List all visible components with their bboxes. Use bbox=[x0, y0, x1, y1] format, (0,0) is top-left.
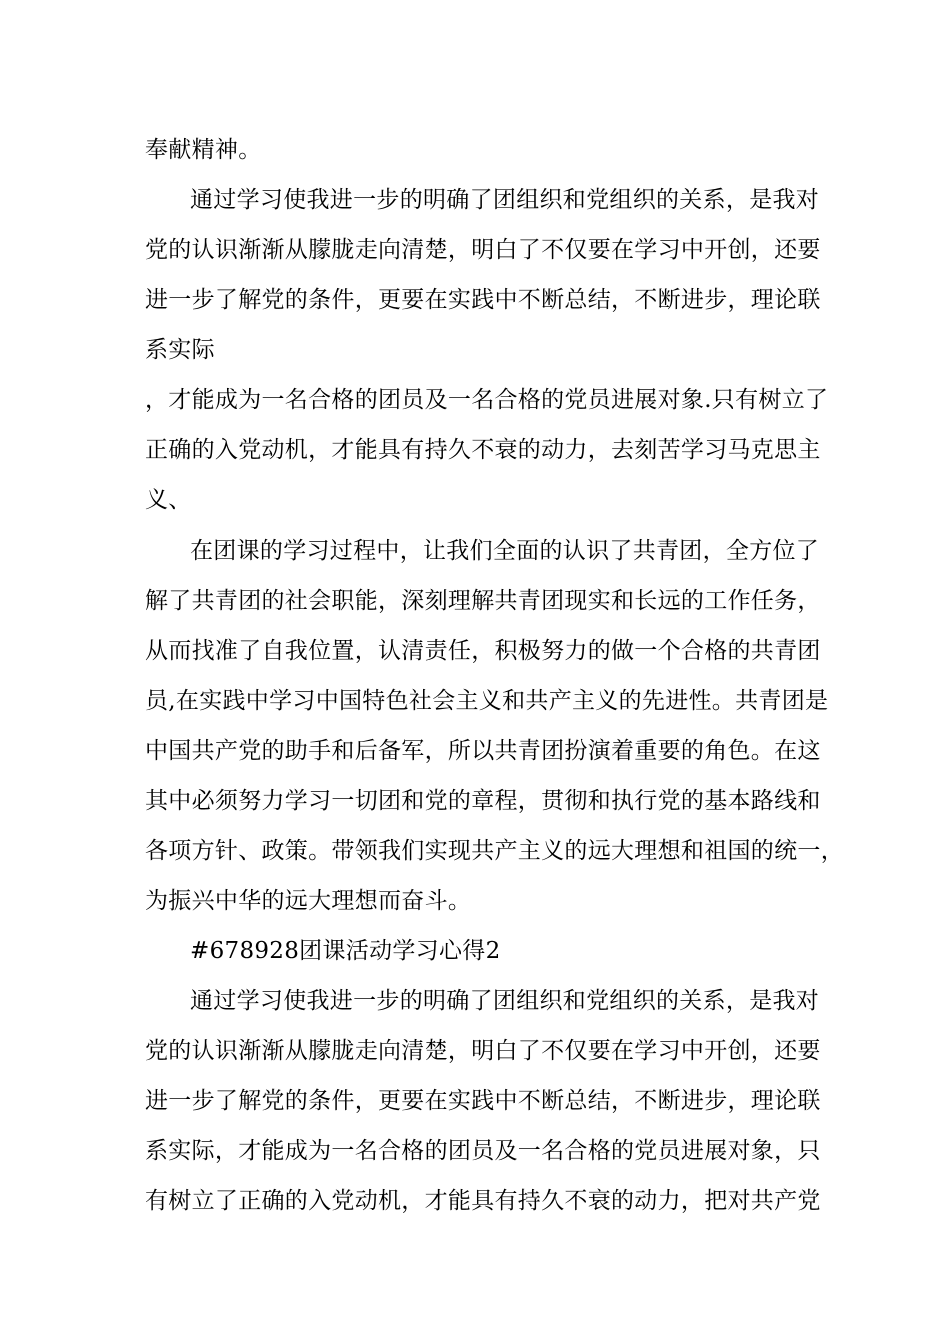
text-line: 党的认识渐渐从朦胧走向清楚，明白了不仅要在学习中开创，还要 bbox=[145, 237, 821, 263]
text-line: 奉献精神。 bbox=[145, 137, 262, 163]
text-line: 系实际 bbox=[145, 337, 215, 363]
text-line: 正确的入党动机，才能具有持久不衰的动力，去刻苦学习马克思主 bbox=[145, 437, 821, 463]
text-line: 其中必须努力学习一切团和党的章程，贯彻和执行党的基本路线和 bbox=[145, 788, 821, 814]
text-line: ，才能成为一名合格的团员及一名合格的党员进展对象.只有树立了 bbox=[145, 387, 829, 413]
text-line: 有树立了正确的入党动机，才能具有持久不衰的动力，把对共产党 bbox=[145, 1188, 821, 1214]
text-line: 进一步了解党的条件，更要在实践中不断总结，不断进步，理论联 bbox=[145, 287, 821, 313]
text-line: 从而找准了自我位置，认清责任，积极努力的做一个合格的共青团 bbox=[145, 638, 821, 664]
text-line: 进一步了解党的条件，更要在实践中不断总结，不断进步，理论联 bbox=[145, 1088, 821, 1114]
text-line: 解了共青团的社会职能，深刻理解共青团现实和长远的工作任务， bbox=[145, 588, 821, 614]
text-line: 党的认识渐渐从朦胧走向清楚，明白了不仅要在学习中开创，还要 bbox=[145, 1038, 821, 1064]
paragraph-start-line: 通过学习使我进一步的明确了团组织和党组织的关系，是我对 bbox=[190, 187, 820, 213]
section-heading: #678928团课活动学习心得2 bbox=[190, 938, 501, 964]
paragraph-start-line: 在团课的学习过程中，让我们全面的认识了共青团，全方位了 bbox=[190, 538, 820, 564]
text-line: 各项方针、政策。带领我们实现共产主义的远大理想和祖国的统一， bbox=[145, 838, 844, 864]
text-line: 系实际，才能成为一名合格的团员及一名合格的党员进展对象，只 bbox=[145, 1138, 821, 1164]
paragraph-start-line: 通过学习使我进一步的明确了团组织和党组织的关系，是我对 bbox=[190, 988, 820, 1014]
text-line: 中国共产党的助手和后备军，所以共青团扮演着重要的角色。在这 bbox=[145, 738, 821, 764]
text-line: 义、 bbox=[145, 487, 192, 513]
text-line: 为振兴中华的远大理想而奋斗。 bbox=[145, 888, 472, 914]
text-line: 员,在实践中学习中国特色社会主义和共产主义的先进性。共青团是 bbox=[145, 688, 829, 714]
